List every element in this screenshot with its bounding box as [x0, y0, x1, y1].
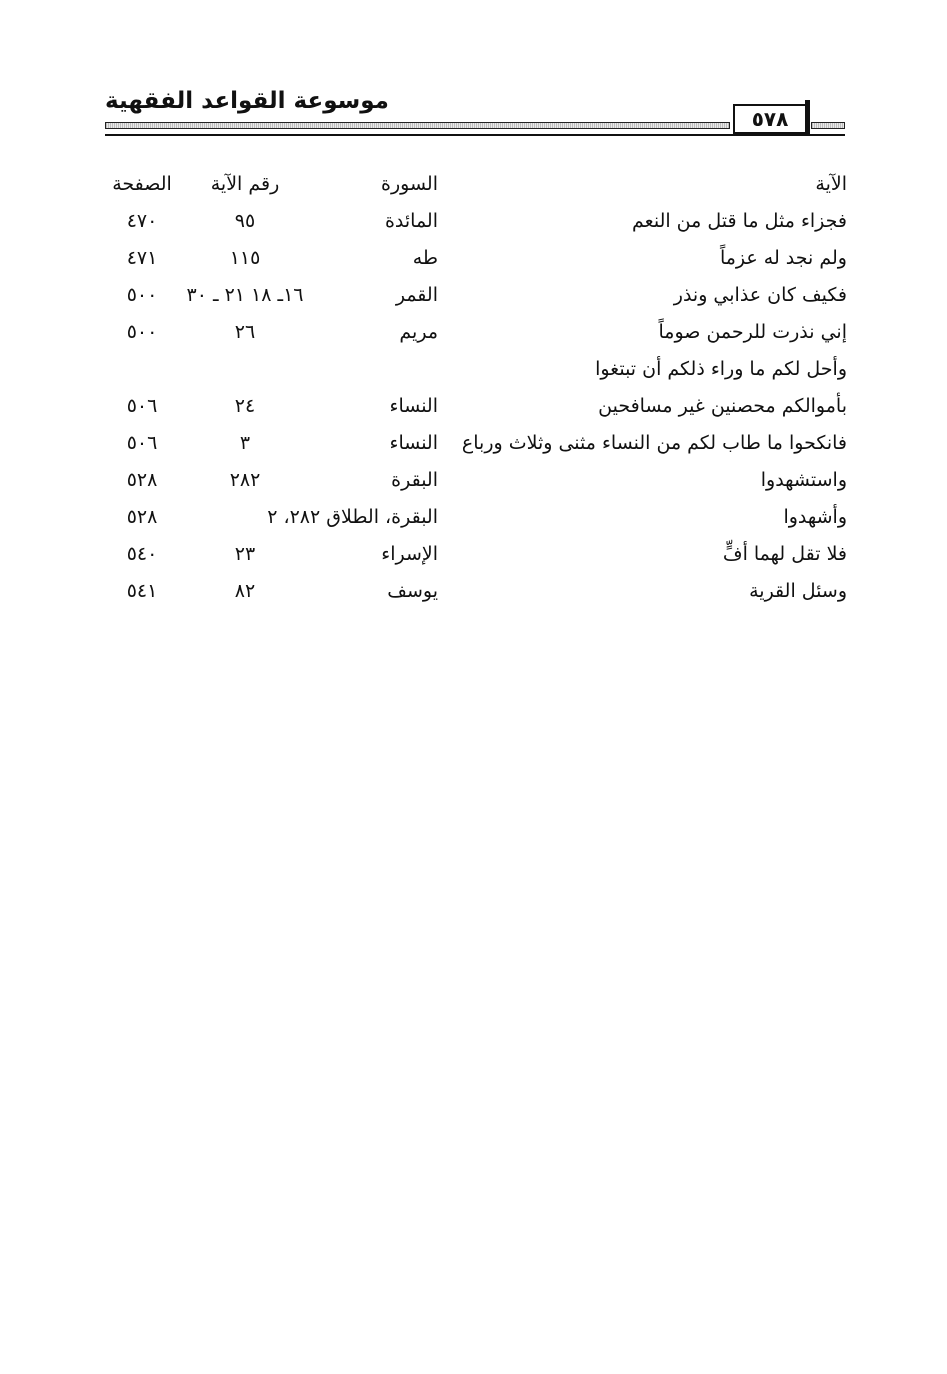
ayah-cell: ٨٢ [234, 580, 256, 602]
table-row [100, 573, 852, 610]
page-cell: ٤٧٠ [126, 210, 158, 232]
verse-cell: واستشهدوا [760, 469, 847, 491]
page-cell: ٥٢٨ [126, 506, 158, 528]
page-cell: ٥٠٠ [126, 284, 158, 306]
header-underline [105, 134, 845, 136]
ayah-cell: ١٦ـ ١٨ ٢١ ـ ٣٠ [186, 284, 304, 306]
header-rule [105, 122, 730, 129]
ayah-cell: ٢٦ [234, 321, 256, 343]
surah-cell: النساء [389, 432, 438, 454]
column-header-surah: السورة [381, 173, 438, 195]
surah-cell: المائدة [384, 210, 438, 232]
verse-cell: فانكحوا ما طاب لكم من النساء مثنى وثلاث ورباع [461, 432, 847, 454]
surah-cell: الإسراء [381, 543, 438, 565]
book-title: موسوعة القواعد الفقهية [105, 88, 389, 114]
column-header-ayah: رقم الآية [210, 173, 280, 195]
verse-cell: ولم نجد له عزماً [719, 247, 847, 269]
page-cell: ٥٠٠ [126, 321, 158, 343]
running-header [105, 86, 845, 142]
verse-cell: إني نذرت للرحمن صوماً [658, 321, 847, 343]
verse-cell: بأموالكم محصنين غير مسافحين [598, 395, 847, 417]
verse-cell: فكيف كان عذابي ونذر [673, 284, 847, 306]
surah-cell: طه [412, 247, 438, 269]
page-cell: ٥٤١ [126, 580, 158, 602]
verse-cell: فجزاء مثل ما قتل من النعم [632, 210, 847, 232]
table-row [100, 388, 852, 425]
verse-cell: فلا تقل لهما أفٍّ [722, 543, 847, 565]
column-header-verse: الآية [815, 173, 847, 195]
page-cell: ٥٠٦ [126, 432, 158, 454]
table-row [100, 425, 852, 462]
verse-index-table [100, 166, 852, 610]
ayah-cell: ٩٥ [234, 210, 256, 232]
page-cell: ٤٧١ [126, 247, 158, 269]
surah-cell: البقرة [391, 469, 438, 491]
table-row [100, 536, 852, 573]
page-cell: ٥٢٨ [126, 469, 158, 491]
page-number: ٥٧٨ [733, 104, 807, 134]
table-row [100, 462, 852, 499]
ayah-cell: ٣ [239, 432, 251, 454]
surah-cell: يوسف [387, 580, 438, 602]
ayah-cell: ٢٣ [234, 543, 256, 565]
table-row [100, 240, 852, 277]
ayah-cell: ١١٥ [229, 247, 261, 269]
surah-cell: مريم [399, 321, 438, 343]
table-row [100, 203, 852, 240]
surah-cell: النساء [389, 395, 438, 417]
header-rule-right [811, 122, 845, 129]
table-row [100, 314, 852, 351]
table-row [100, 499, 852, 536]
table-row [100, 277, 852, 314]
ayah-cell: ٢٤ [234, 395, 256, 417]
page-cell: ٥٤٠ [126, 543, 158, 565]
verse-cell: وسئل القرية [749, 580, 847, 602]
verse-cell: وأشهدوا [783, 506, 847, 528]
table-header-row [100, 166, 852, 203]
surah-cell: البقرة، الطلاق ٢٨٢، ٢ [267, 506, 438, 528]
ayah-cell: ٢٨٢ [229, 469, 261, 491]
surah-cell: القمر [395, 284, 438, 306]
verse-cell: وأحل لكم ما وراء ذلكم أن تبتغوا [595, 358, 847, 380]
column-header-page: الصفحة [112, 173, 172, 195]
page-cell: ٥٠٦ [126, 395, 158, 417]
table-row [100, 351, 852, 388]
